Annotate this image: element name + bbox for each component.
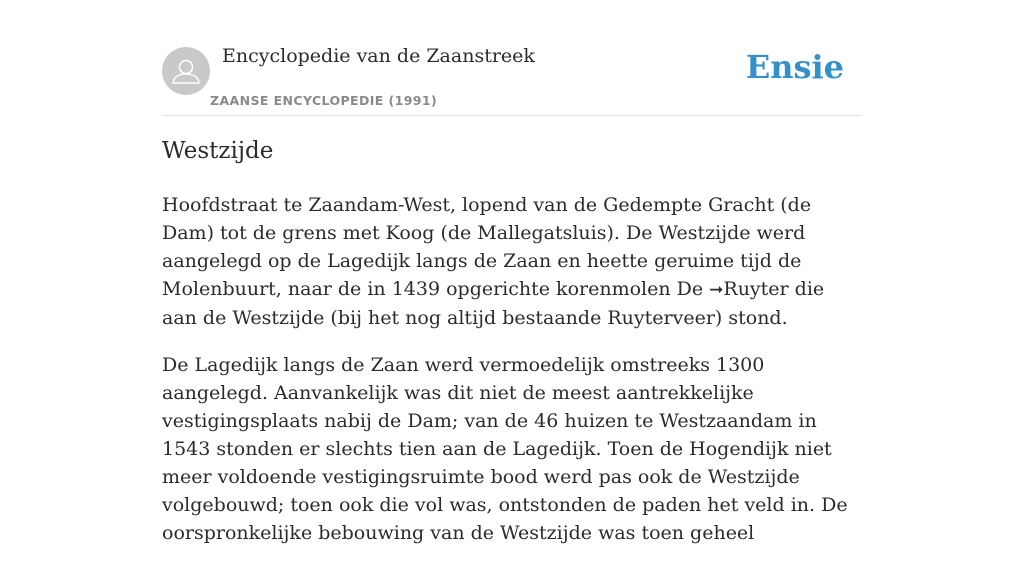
- page-title: Westzijde: [162, 138, 274, 164]
- paragraph-1-text-end: die aan de Westzijde (bij het nog altijd bestaande Ruyterveer) stond.: [162, 278, 825, 329]
- article-page: [162, 0, 862, 544]
- paragraph-1: [162, 191, 862, 332]
- source-subtitle: ZAANSE ENCYCLOPEDIE (1991): [210, 93, 438, 108]
- avatar[interactable]: [162, 47, 210, 95]
- source-title-link[interactable]: Encyclopedie van de Zaanstreek: [222, 45, 535, 67]
- user-silhouette-icon: [162, 47, 210, 95]
- reference-link-ruyter[interactable]: [709, 278, 789, 300]
- article-body: [162, 191, 862, 566]
- paragraph-2: De Lagedijk langs de Zaan werd vermoedelijk omstreeks 1300 aangelegd. Aanvankelijk was dit niet de meest aantrekkelijke vestigingsplaats nabij de Dam; van de 46 huizen te Westzaandam in 1543 stonden er slechts tien aan de Lagedijk. Toen de Hogendijk niet meer voldoende vestigingsruimte bood werd pas ook de Westzijde volgebouwd; toen ook die vol was, ontstonden de paden het veld in. De oorspronkelijke bebouwing van de Westzijde was toen geheel: [162, 354, 848, 544]
- article-header: [162, 0, 862, 116]
- reference-arrow-icon: ➞: [709, 280, 724, 300]
- brand-logo-link[interactable]: Ensie: [745, 48, 844, 86]
- reference-link-label: Ruyter: [723, 278, 789, 300]
- paragraph-1-text-start: Hoofdstraat te Zaandam-West, lopend van de Gedempte Gracht (de Dam) tot de grens met Koog (de Mallegatsluis). De Westzijde werd aangelegd op de Lagedijk langs de Zaan en heette geruime tijd de Molenbuurt, naar de in 1439 opgerichte korenmolen De: [162, 194, 812, 300]
